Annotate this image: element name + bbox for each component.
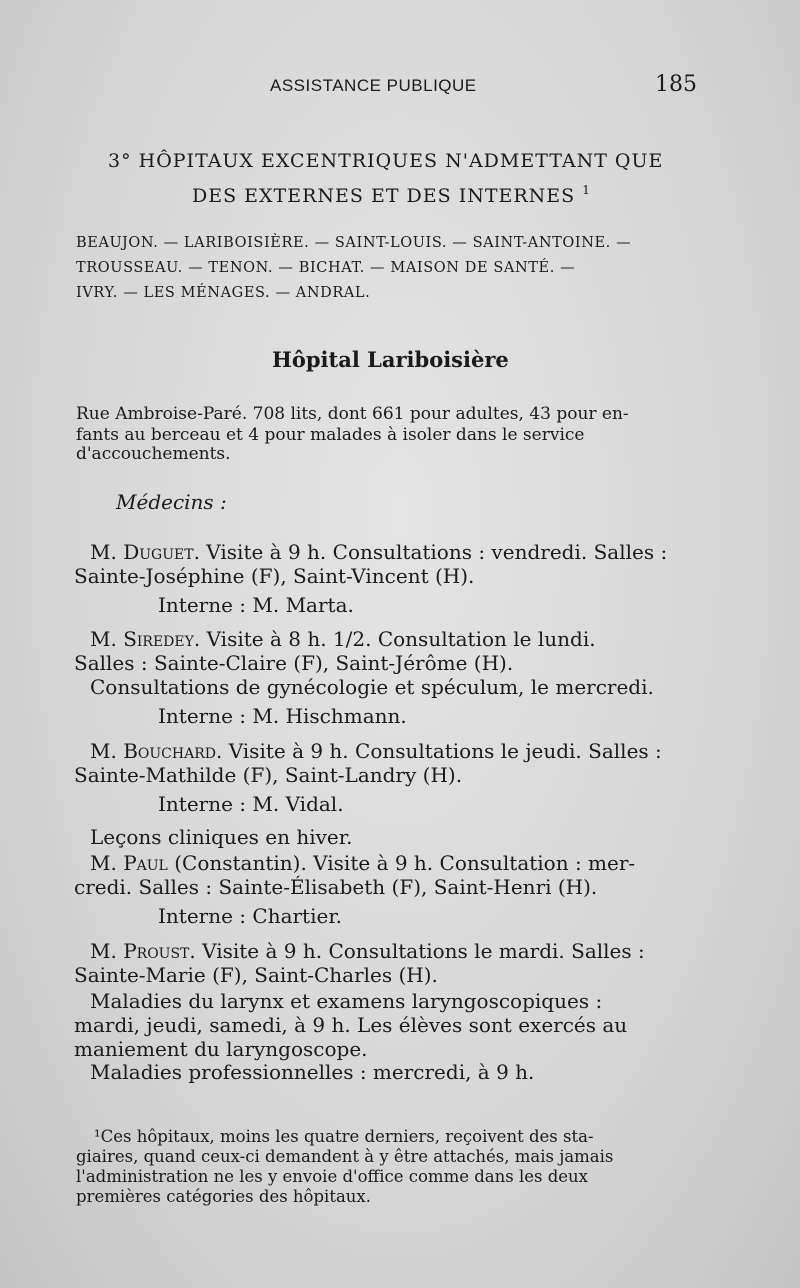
bouchard-text1: Visite à 9 h. Consultations le jeudi. Salles :	[228, 739, 662, 763]
hospital-title: Hôpital Lariboisière	[272, 347, 509, 372]
paul-interne: Interne : Chartier.	[158, 904, 343, 928]
footnote-line2: giaires, quand ceux-ci demandent à y être attachés, mais jamais	[76, 1147, 614, 1166]
proust-line4: mardi, jeudi, samedi, à 9 h. Les élèves sont exercés au	[74, 1013, 628, 1037]
page-number: 185	[655, 72, 697, 97]
footnote-marker: ¹	[94, 1127, 101, 1146]
hospital-list-line1: BEAUJON. — LARIBOISIÈRE. — SAINT-LOUIS. — SAINT-ANTOINE. —	[76, 235, 632, 251]
paul-line2: credi. Salles : Sainte-Élisabeth (F), Saint-Henri (H).	[74, 875, 598, 899]
paul-line1	[90, 851, 635, 875]
doctor-name-proust: M. Proust.	[90, 939, 196, 963]
doctor-name-duguet: M. Duguet.	[90, 540, 200, 564]
proust-line6: Maladies professionnelles : mercredi, à 9 h.	[90, 1060, 535, 1084]
footnote-reference: 1	[582, 183, 591, 197]
footnote-line3: l'administration ne les y envoie d'office comme dans les deux	[76, 1167, 588, 1186]
siredey-interne: Interne : M. Hischmann.	[158, 704, 407, 728]
siredey-line1	[90, 627, 596, 651]
address-line2: fants au berceau et 4 pour malades à isoler dans le service	[76, 425, 585, 445]
duguet-interne: Interne : M. Marta.	[158, 593, 354, 617]
siredey-text1: Visite à 8 h. 1/2. Consultation le lundi.	[206, 627, 596, 651]
doctor-name-bouchard: M. Bouchard.	[90, 739, 223, 763]
running-title: ASSISTANCE PUBLIQUE	[270, 76, 477, 95]
proust-line2: Sainte-Marie (F), Saint-Charles (H).	[74, 963, 438, 987]
section-title-line2	[192, 185, 591, 207]
bouchard-interne: Interne : M. Vidal.	[158, 792, 344, 816]
duguet-line2: Sainte-Joséphine (F), Saint-Vincent (H).	[74, 564, 475, 588]
section-title-line1: 3° HÔPITAUX EXCENTRIQUES N'ADMETTANT QUE	[108, 150, 664, 172]
siredey-line2: Salles : Sainte-Claire (F), Saint-Jérôme (H).	[74, 651, 514, 675]
section-title-text: DES EXTERNES ET DES INTERNES	[192, 185, 576, 207]
duguet-line1	[90, 540, 667, 564]
paul-text1: (Constantin). Visite à 9 h. Consultation : mer-	[174, 851, 636, 875]
doctor-name-siredey: M. Siredey.	[90, 627, 201, 651]
doctor-name-paul: M. Paul	[90, 851, 168, 875]
address-line3: d'accouchements.	[76, 444, 231, 464]
footnote-text1: Ces hôpitaux, moins les quatre derniers, reçoivent des sta-	[100, 1127, 594, 1146]
hospital-list-line2: TROUSSEAU. — TENON. — BICHAT. — MAISON DE SANTÉ. —	[76, 260, 576, 276]
proust-line5: maniement du laryngoscope.	[74, 1037, 368, 1061]
siredey-line3: Consultations de gynécologie et spéculum, le mercredi.	[90, 675, 654, 699]
medecins-heading: Médecins :	[116, 490, 227, 514]
proust-text1: Visite à 9 h. Consultations le mardi. Salles :	[202, 939, 645, 963]
proust-line3: Maladies du larynx et examens laryngoscopiques :	[90, 989, 603, 1013]
footnote-line4: premières catégories des hôpitaux.	[76, 1187, 371, 1206]
bouchard-line2: Sainte-Mathilde (F), Saint-Landry (H).	[74, 763, 463, 787]
footnote-line1	[94, 1127, 594, 1146]
proust-line1	[90, 939, 645, 963]
hospital-list-line3: IVRY. — LES MÉNAGES. — ANDRAL.	[76, 285, 371, 301]
address-line1: Rue Ambroise-Paré. 708 lits, dont 661 pour adultes, 43 pour en-	[76, 404, 629, 424]
bouchard-lecons: Leçons cliniques en hiver.	[90, 825, 353, 849]
bouchard-line1	[90, 739, 662, 763]
duguet-text1: Visite à 9 h. Consultations : vendredi. Salles :	[206, 540, 668, 564]
